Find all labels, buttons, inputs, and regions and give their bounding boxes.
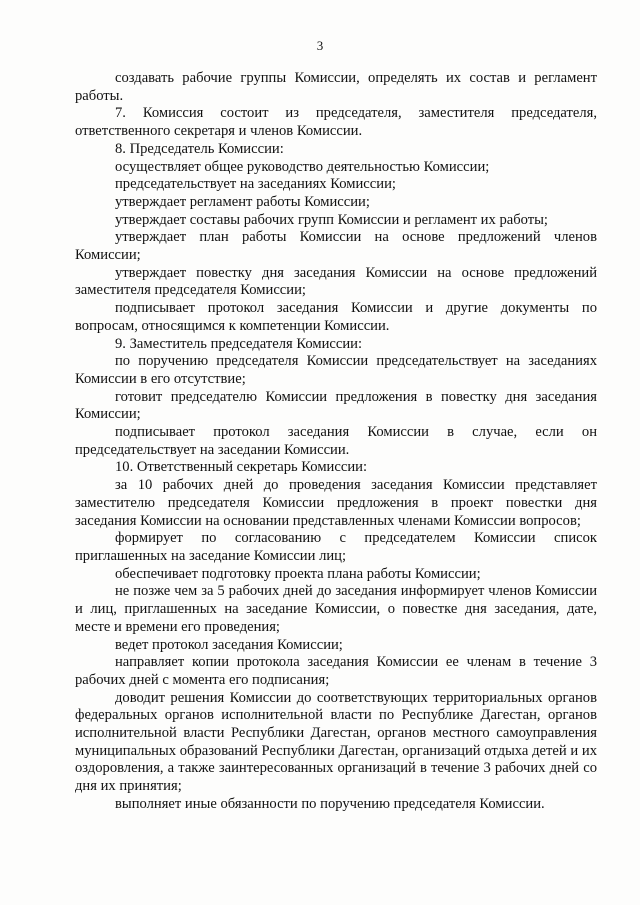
paragraph: выполняет иные обязанности по поручению председателя Комиссии. — [115, 795, 545, 812]
paragraph: по поручению председателя Комиссии председательствует на заседаниях Комиссии в его отсутствие; — [75, 353, 597, 387]
paragraph: доводит решения Комиссии до соответствующих территориальных органов федеральных органов исполнительной власти по Республике Дагестан, органов исполнительной власти Республики Дагестан, органов местного самоуправления муниципальных образований Республики Дагестан, организаций отдыха детей и их оздоровления, а также заинтересованных организаций в течение 3 рабочих дней со дня их принятия; — [75, 689, 597, 795]
paragraph: обеспечивает подготовку проекта плана работы Комиссии; — [115, 565, 481, 582]
document-body — [75, 70, 597, 814]
page-number: 3 — [316, 38, 324, 53]
paragraph: подписывает протокол заседания Комиссии в случае, если он председательствует на заседании Комиссии. — [75, 424, 597, 458]
paragraph: 7. Комиссия состоит из председателя, заместителя председателя, ответственного секретаря и членов Комиссии. — [75, 105, 597, 140]
paragraph: утверждает регламент работы Комиссии; — [115, 193, 370, 210]
paragraph: готовит председателю Комиссии предложения в повестку дня заседания Комиссии; — [75, 388, 597, 423]
paragraph: утверждает составы рабочих групп Комиссии и регламент их работы; — [115, 211, 548, 228]
paragraph: утверждает повестку дня заседания Комиссии на основе предложений заместителя председателя Комиссии; — [75, 264, 597, 299]
paragraph: не позже чем за 5 рабочих дней до заседания информирует членов Комиссии и лиц, приглашенных на заседание Комиссии, о повестке дня заседания, дате, месте и времени его проведения; — [75, 583, 597, 635]
paragraph: председательствует на заседаниях Комиссии; — [115, 176, 396, 193]
paragraph: направляет копии протокола заседания Комиссии ее членам в течение 3 рабочих дней с момента его подписания; — [75, 654, 597, 688]
paragraph: ведет протокол заседания Комиссии; — [115, 636, 343, 653]
section-heading: 10. Ответственный секретарь Комиссии: — [115, 459, 367, 476]
paragraph: утверждает план работы Комиссии на основе предложений членов Комиссии; — [75, 229, 597, 264]
section-heading: 8. Председатель Комиссии: — [115, 140, 284, 157]
paragraph: за 10 рабочих дней до проведения заседания Комиссии представляет заместителю председателя Комиссии предложения в проект повестки дня заседания Комиссии на основании представленных членами Комиссии вопросов; — [75, 477, 597, 529]
paragraph: создавать рабочие группы Комиссии, определять их состав и регламент работы. — [75, 70, 597, 104]
paragraph: подписывает протокол заседания Комиссии и другие документы по вопросам, относящимся к компетенции Комиссии. — [75, 300, 597, 334]
section-heading: 9. Заместитель председателя Комиссии: — [115, 335, 363, 352]
paragraph: осуществляет общее руководство деятельностью Комиссии; — [115, 158, 490, 175]
paragraph: формирует по согласованию с председателем Комиссии список приглашенных на заседание Комиссии лиц; — [75, 530, 597, 564]
